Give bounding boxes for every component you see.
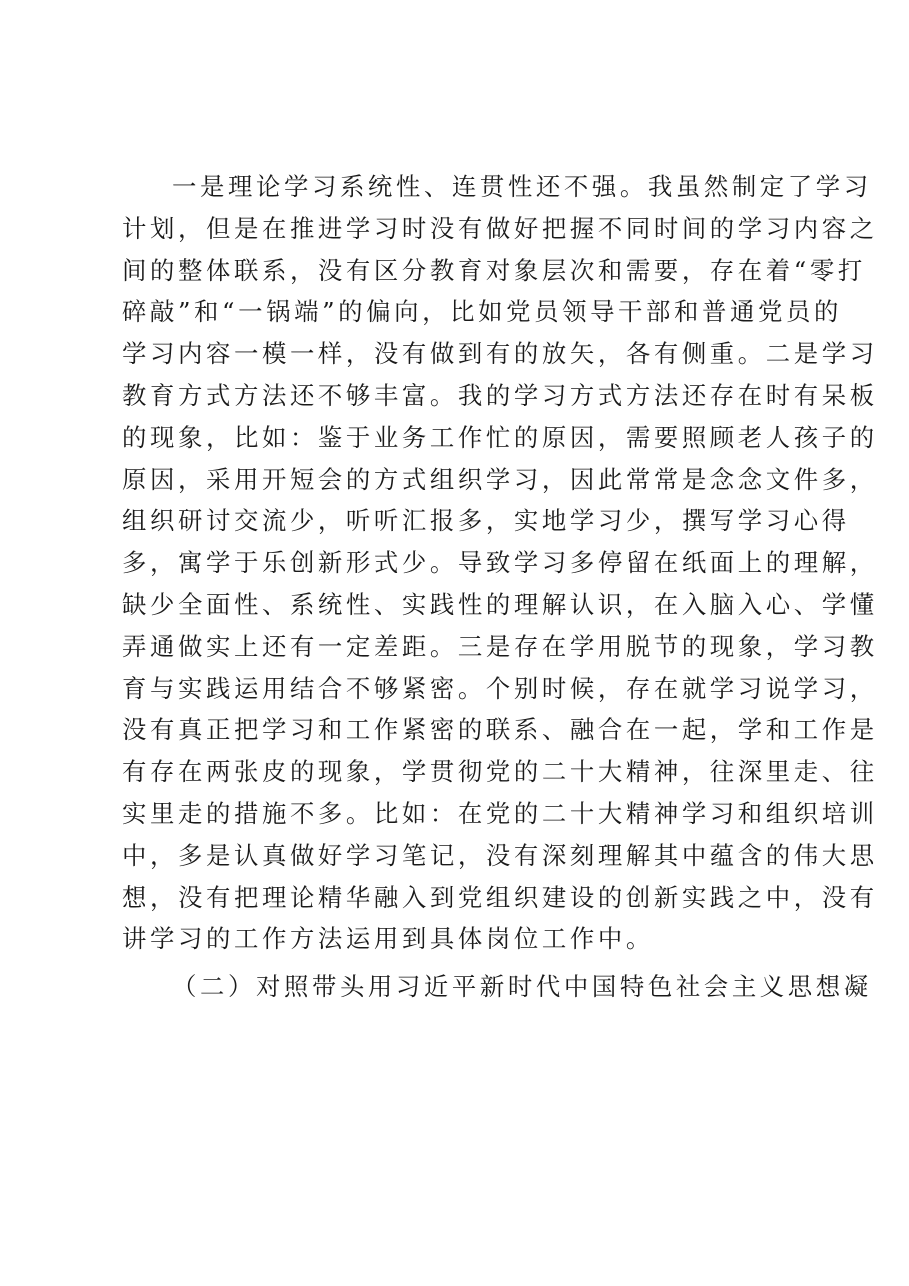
text-line: 组织研讨交流少，听听汇报多，实地学习少，撰写学习心得 — [122, 506, 850, 536]
text-line: 实里走的措施不多。比如：在党的二十大精神学习和组织培训 — [122, 798, 878, 828]
text-line: 缺少全面性、系统性、实践性的理解认识，在入脑入心、学懂 — [122, 589, 878, 619]
paragraph-1 — [122, 166, 878, 960]
text-line: 讲学习的工作方法运用到具体岗位工作中。 — [122, 924, 654, 954]
text-line: 弄通做实上还有一定差距。三是存在学用脱节的现象，学习教 — [122, 631, 878, 661]
text-line: 一是理论学习系统性、连贯性还不强。我虽然制定了学习 — [172, 172, 872, 201]
text-line: 育与实践运用结合不够紧密。个别时候，存在就学习说学习， — [122, 673, 878, 703]
text-line: 想，没有把理论精华融入到党组织建设的创新实践之中，没有 — [122, 882, 878, 912]
text-line: 教育方式方法还不够丰富。我的学习方式方法还存在时有呆板 — [122, 380, 878, 410]
text-line: 间的整体联系，没有区分教育对象层次和需要，存在着“零打 — [122, 255, 866, 285]
text-line: 中，多是认真做好学习笔记，没有深刻理解其中蕴含的伟大思 — [122, 840, 878, 870]
text-line: 碎敲”和“一锅端”的偏向，比如党员领导干部和普通党员的 — [122, 297, 842, 327]
text-line: 多，寓学于乐创新形式少。导致学习多停留在纸面上的理解， — [122, 548, 878, 578]
text-line: 学习内容一模一样，没有做到有的放矢，各有侧重。二是学习 — [122, 339, 878, 369]
text-line: 没有真正把学习和工作紧密的联系、融合在一起，学和工作是 — [122, 715, 878, 745]
section-heading-line: （二）对照带头用习近平新时代中国特色社会主义思想凝 — [172, 972, 872, 1002]
text-line: 原因，采用开短会的方式组织学习，因此常常是念念文件多， — [122, 464, 878, 494]
text-line: 的现象，比如：鉴于业务工作忙的原因，需要照顾老人孩子的 — [122, 422, 878, 452]
text-line: 有存在两张皮的现象，学贯彻党的二十大精神，往深里走、往 — [122, 757, 878, 787]
text-line: 计划，但是在推进学习时没有做好把握不同时间的学习内容之 — [122, 213, 878, 243]
document-body — [122, 166, 878, 1008]
paragraph-2 — [122, 966, 872, 1008]
